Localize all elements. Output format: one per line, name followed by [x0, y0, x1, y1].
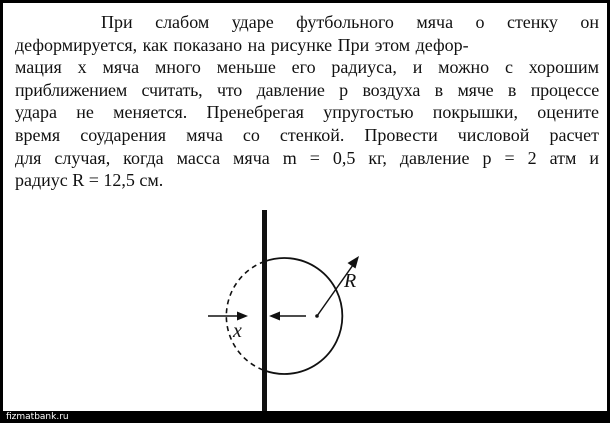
- radius-label: R: [344, 270, 357, 292]
- ball-wall-diagram: [3, 3, 607, 411]
- problem-line: время соударения мяча со стенкой. Провести числовой расчет: [15, 124, 599, 145]
- problem-line: При слабом ударе футбольного мяча о стенку он: [101, 12, 599, 32]
- problem-line: радиус R = 12,5 см.: [15, 170, 164, 191]
- document-page: [3, 3, 607, 411]
- right-deformation-arrowhead: [269, 312, 280, 321]
- deformation-label: x: [233, 320, 242, 342]
- radius-arrowhead: [348, 256, 360, 269]
- problem-line: мация x мяча много меньше его радиуса, и можно с хорошим: [15, 57, 599, 78]
- problem-line: приближением считать, что давление p воздуха в мяче в процессе: [15, 79, 599, 100]
- problem-line: удара не меняется. Пренебрегая упругостью покрышки, оцените: [15, 102, 599, 123]
- problem-line: деформируется, как показано на рисунке При этом дефор-: [15, 34, 469, 55]
- watermark: fizmatbank.ru: [6, 412, 69, 422]
- problem-line: для случая, когда масса мяча m = 0,5 кг, давление p = 2 атм и: [15, 147, 599, 168]
